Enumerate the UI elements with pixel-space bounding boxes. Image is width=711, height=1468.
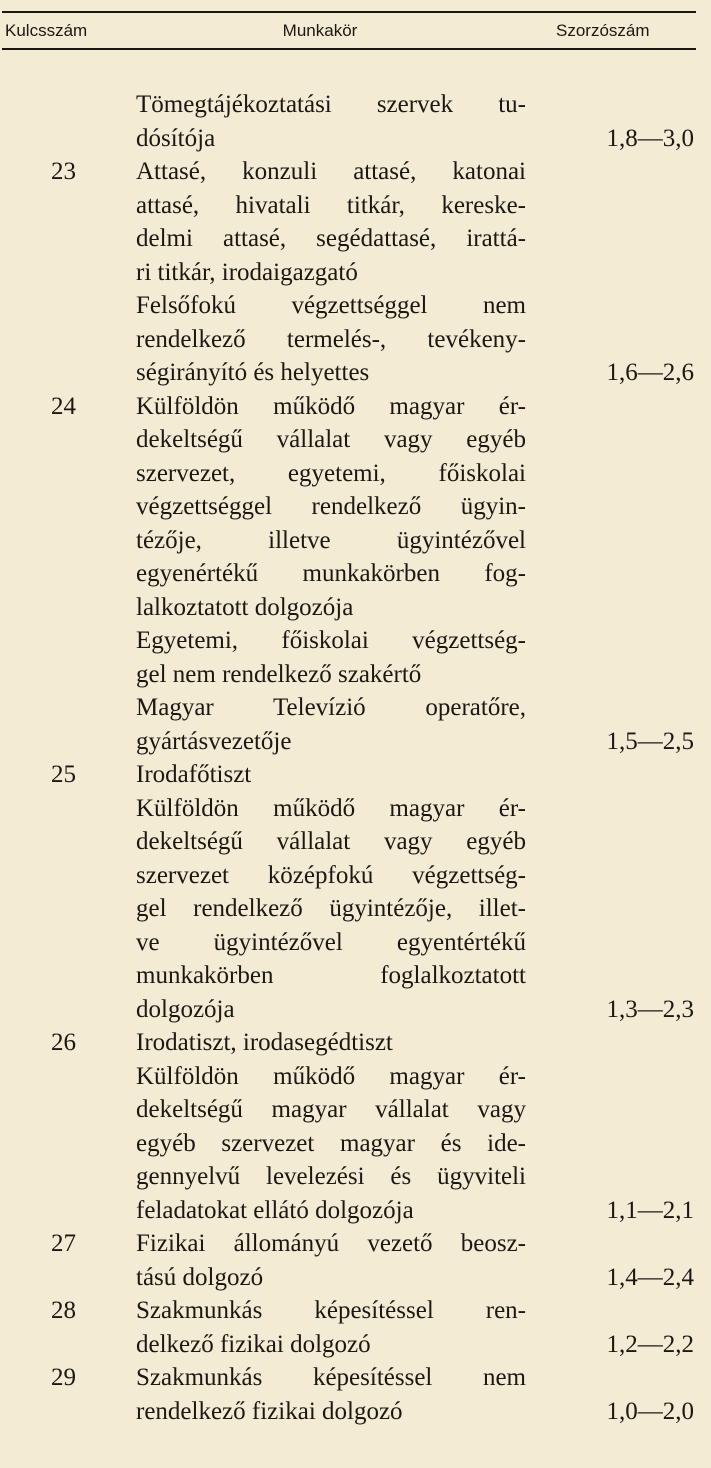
job-title-line: gyártásvezetője	[136, 727, 292, 755]
row-job-title	[136, 624, 526, 691]
job-title-line: Irodatiszt, irodasegédtiszt	[136, 1029, 393, 1056]
job-title-line: Külföldön működő magyar ér-	[136, 392, 526, 420]
job-title-line: dekeltségű vállalat vagy egyéb	[136, 426, 526, 453]
job-title-line: delkező fizikai dolgozó	[136, 1330, 371, 1358]
table-row	[0, 792, 711, 1027]
row-multiplier: 1,8—3,0	[606, 124, 694, 152]
job-title-line: Irodafőtiszt	[136, 761, 252, 788]
job-title-line: egyéb szervezet magyar és ide-	[136, 1129, 526, 1157]
job-title-line: egyenértékű munkakörben fog-	[136, 560, 526, 587]
row-key: 27	[51, 1230, 76, 1257]
job-title-line: Fizikai állományú vezető beosz-	[136, 1230, 526, 1257]
row-key: 29	[51, 1364, 76, 1391]
job-title-line: ri titkár, irodaigazgató	[136, 258, 358, 286]
job-title-line: dekeltségű magyar vállalat vagy	[136, 1096, 526, 1123]
job-title-line: delmi attasé, segédattasé, irattá-	[136, 225, 526, 252]
row-job-title	[136, 758, 526, 792]
row-job-title	[136, 1060, 526, 1228]
job-title-line: Szakmunkás képesítéssel nem	[136, 1364, 526, 1391]
row-job-title	[136, 390, 526, 625]
table-row	[0, 1060, 711, 1228]
table-row	[0, 691, 711, 758]
header-rule	[2, 48, 696, 50]
job-title-line: gel rendelkező ügyintézője, illet-	[136, 895, 526, 922]
job-title-line: munkakörben foglalkoztatott	[136, 962, 526, 989]
job-title-line: gennyelvű levelezési és ügyviteli	[136, 1163, 526, 1190]
job-title-line: tású dolgozó	[136, 1263, 264, 1291]
job-title-line: tézője, illetve ügyintézővel	[136, 526, 526, 554]
job-title-line: Külföldön működő magyar ér-	[136, 1062, 526, 1090]
table-row	[0, 1227, 711, 1294]
job-table	[0, 88, 711, 1428]
job-title-line: lalkoztatott dolgozója	[136, 593, 354, 621]
job-title-line: attasé, hivatali titkár, kereske-	[136, 191, 526, 219]
row-key: 24	[51, 392, 76, 420]
table-row	[0, 1026, 711, 1060]
row-job-title	[136, 1361, 526, 1428]
row-job-title	[136, 792, 526, 1027]
row-multiplier: 1,0—2,0	[606, 1397, 694, 1425]
column-header-multiplier: Szorzószám	[556, 21, 650, 40]
job-title-line: végzettséggel rendelkező ügyin-	[136, 493, 526, 520]
job-title-line: Attasé, konzuli attasé, katonai	[136, 158, 526, 185]
job-title-line: feladatokat ellátó dolgozója	[136, 1196, 414, 1224]
job-title-line: ségirányító és helyettes	[136, 359, 370, 386]
job-title-line: Egyetemi, főiskolai végzettség-	[136, 627, 526, 654]
row-multiplier: 1,2—2,2	[606, 1330, 694, 1358]
row-job-title	[136, 1227, 526, 1294]
table-row	[0, 390, 711, 625]
row-job-title	[136, 1294, 526, 1361]
column-header-job: Munkakör	[282, 21, 358, 40]
job-title-line: Külföldön működő magyar ér-	[136, 794, 526, 822]
row-job-title	[136, 1026, 526, 1060]
job-title-line: rendelkező termelés-, tevékeny-	[136, 325, 526, 353]
table-row	[0, 88, 711, 155]
job-title-line: ve ügyintézővel egyentértékű	[136, 928, 526, 956]
row-key: 23	[51, 158, 76, 185]
table-row	[0, 289, 711, 390]
row-multiplier: 1,6—2,6	[606, 359, 694, 386]
job-title-line: Magyar Televízió operatőre,	[136, 694, 526, 721]
table-row	[0, 1361, 711, 1428]
column-header-key: Kulcsszám	[5, 21, 88, 40]
job-title-line: Felsőfokú végzettséggel nem	[136, 292, 526, 319]
job-title-line: Tömegtájékoztatási szervek tu-	[136, 91, 526, 118]
table-row	[0, 758, 711, 792]
top-rule	[2, 11, 696, 13]
job-title-line: dekeltségű vállalat vagy egyéb	[136, 828, 526, 855]
job-title-line: dolgozója	[136, 995, 235, 1023]
job-title-line: szervezet, egyetemi, főiskolai	[136, 459, 526, 487]
row-job-title	[136, 289, 526, 390]
row-job-title	[136, 88, 526, 155]
row-key: 25	[51, 761, 76, 788]
row-job-title	[136, 155, 526, 289]
row-job-title	[136, 691, 526, 758]
job-title-line: Szakmunkás képesítéssel ren-	[136, 1297, 526, 1324]
row-key: 26	[51, 1029, 76, 1056]
table-row	[0, 624, 711, 691]
job-title-line: rendelkező fizikai dolgozó	[136, 1397, 403, 1425]
table-row	[0, 155, 711, 289]
row-multiplier: 1,5—2,5	[606, 727, 694, 755]
job-title-line: szervezet középfokú végzettség-	[136, 861, 526, 889]
job-title-line: gel nem rendelkező szakértő	[136, 660, 422, 688]
job-title-line: dósítója	[136, 124, 216, 152]
row-multiplier: 1,3—2,3	[606, 995, 694, 1023]
table-row	[0, 1294, 711, 1361]
row-multiplier: 1,1—2,1	[606, 1196, 694, 1224]
row-multiplier: 1,4—2,4	[606, 1263, 694, 1291]
row-key: 28	[51, 1297, 76, 1324]
